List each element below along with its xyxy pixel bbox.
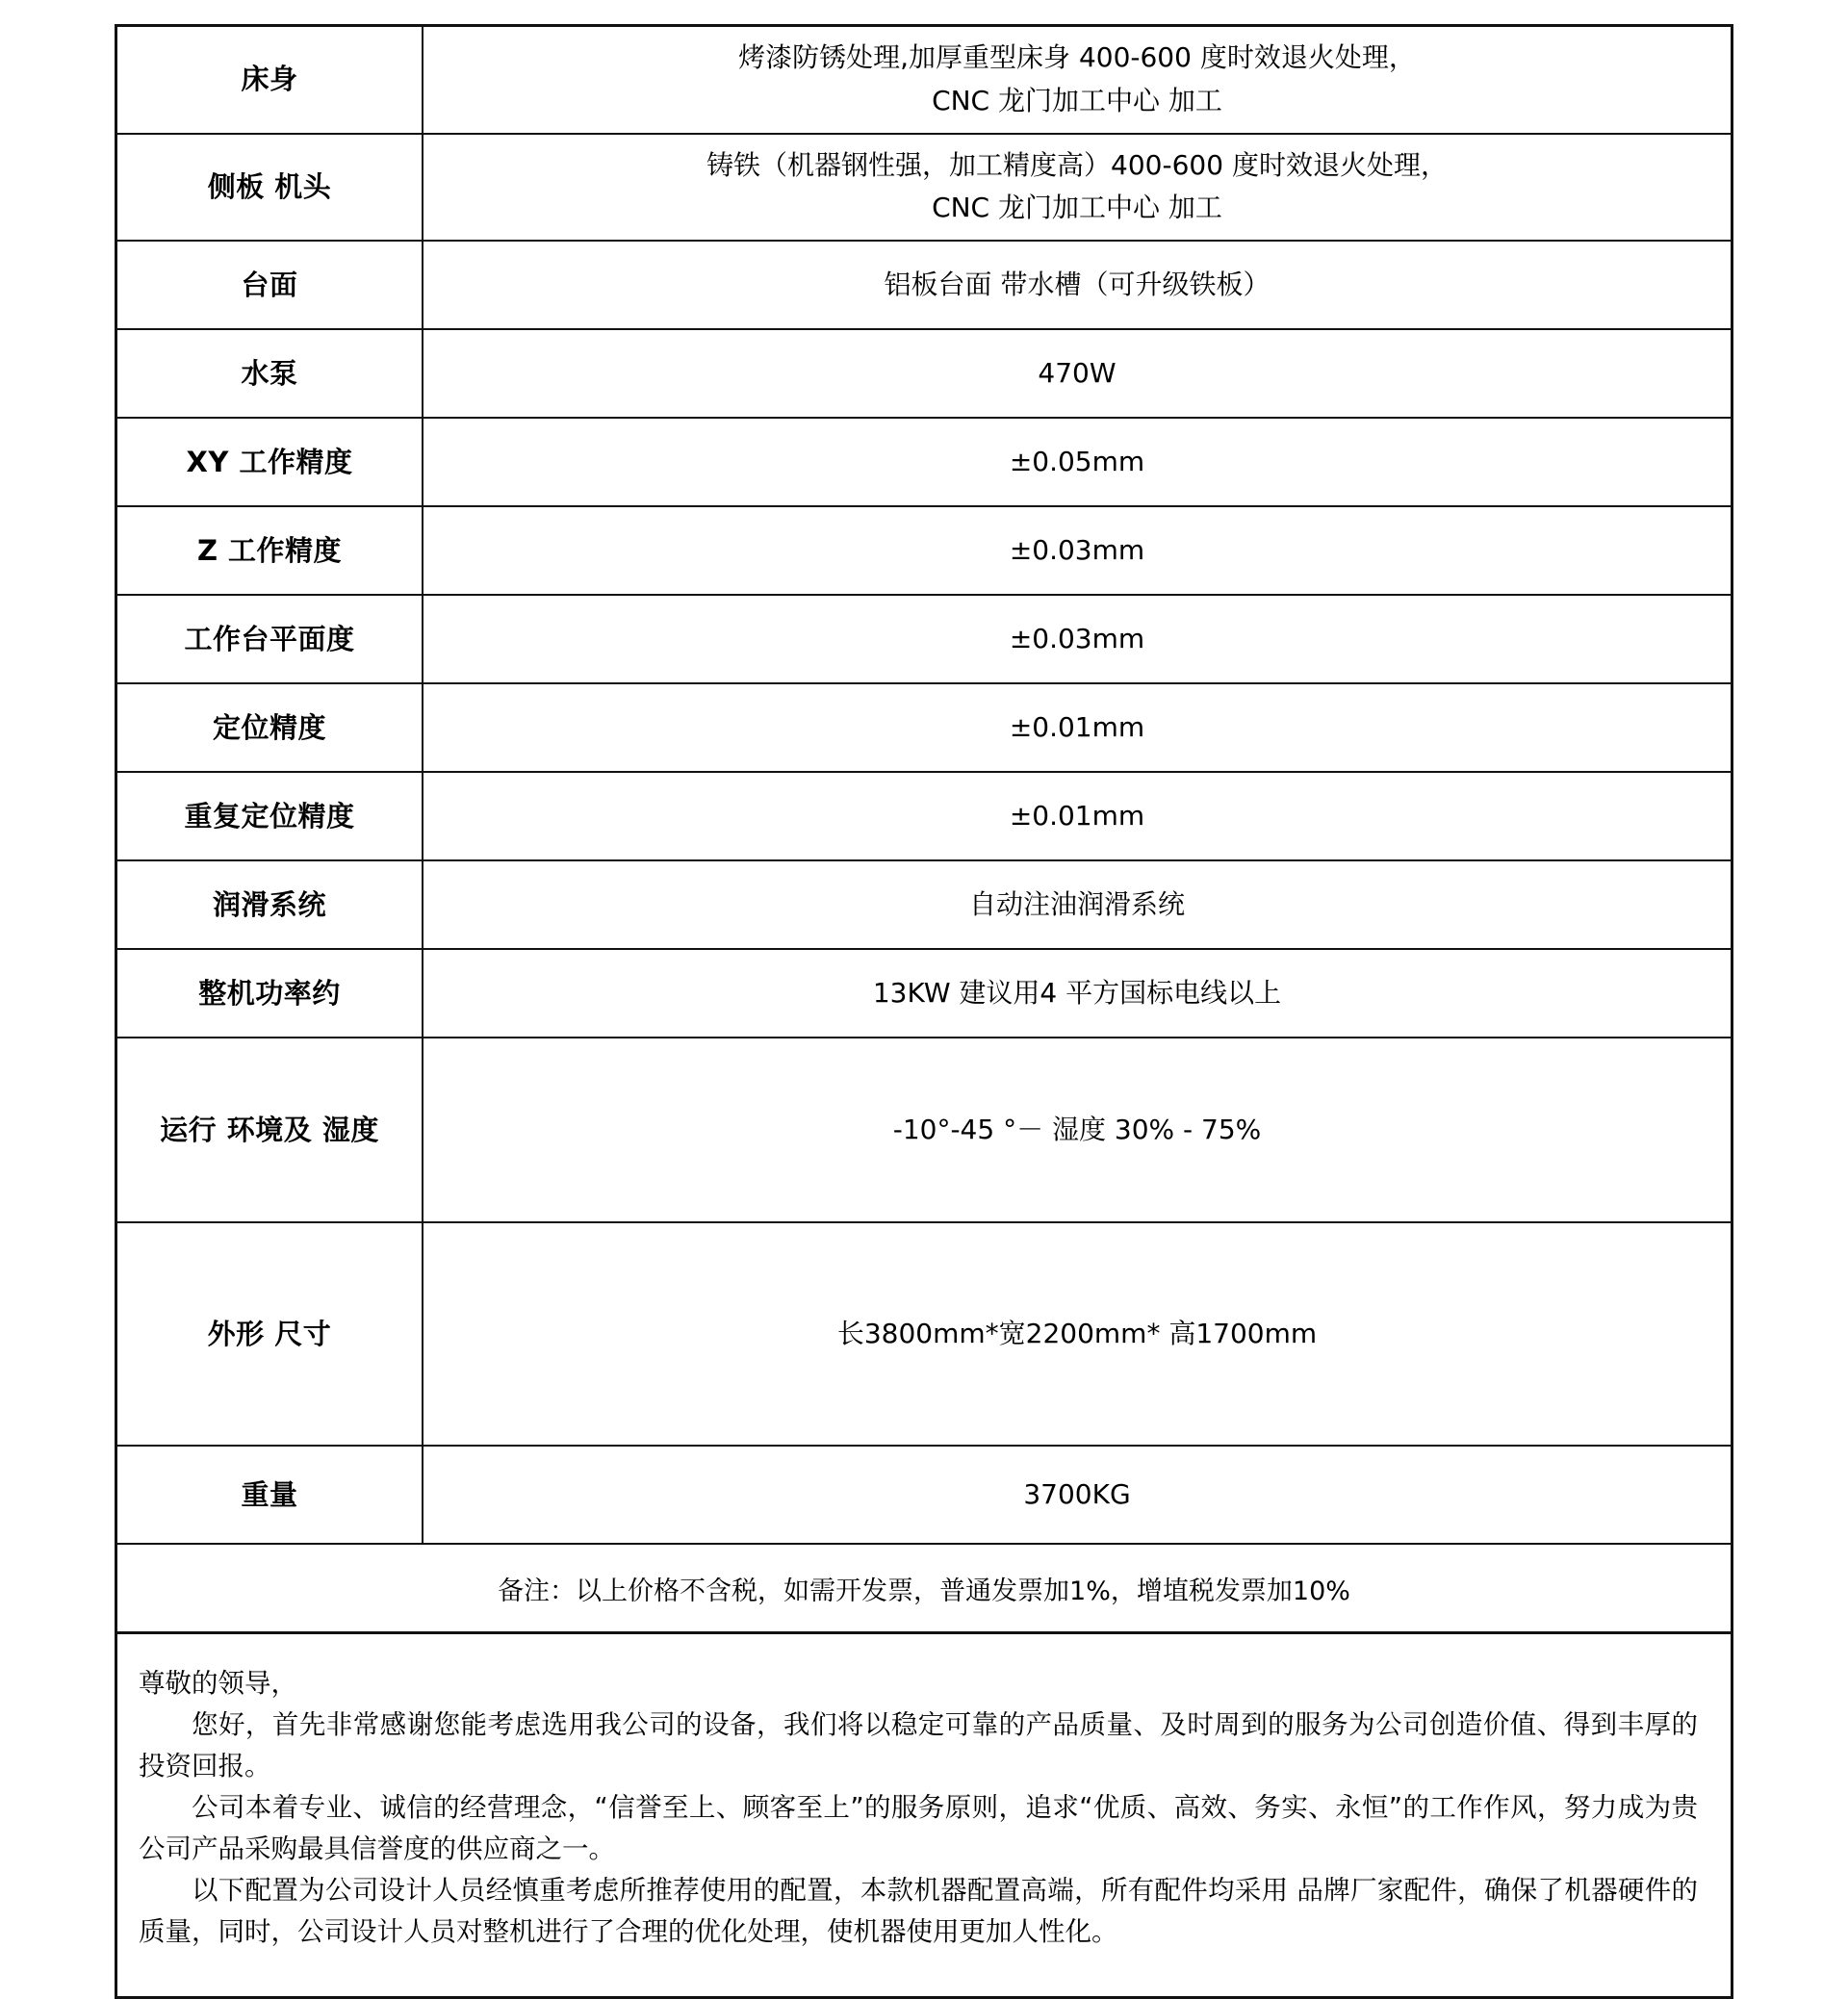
spec-value-line: CNC 龙门加工中心 加工 bbox=[932, 192, 1222, 224]
spec-label-z-accuracy: Z 工作精度 bbox=[116, 506, 424, 595]
spec-value-line: ±0.03mm bbox=[1009, 622, 1145, 654]
spec-value-positioning-accuracy bbox=[423, 683, 1732, 772]
spec-value-side-plate-head bbox=[423, 134, 1732, 242]
spec-value-z-accuracy bbox=[423, 506, 1732, 595]
spec-label-line: 尺寸 bbox=[274, 1317, 332, 1350]
table-row-note bbox=[116, 1544, 1732, 1633]
letter-salutation: 尊敬的领导， bbox=[139, 1668, 297, 1700]
table-row bbox=[116, 329, 1732, 418]
spec-value-lubrication-system bbox=[423, 860, 1732, 949]
spec-value-repeat-positioning-accuracy bbox=[423, 772, 1732, 860]
letter-paragraph-1: 您好，首先非常感谢您能考虑选用我公司的设备，我们将以稳定可靠的产品质量、及时周到的服务为公司创造价值、得到丰厚的投资回报。 bbox=[139, 1709, 1698, 1781]
table-row bbox=[116, 134, 1732, 242]
spec-value-line: CNC 龙门加工中心 加工 bbox=[932, 84, 1222, 116]
spec-value-line: ±0.01mm bbox=[1009, 710, 1145, 743]
spec-value-bed bbox=[423, 26, 1732, 134]
spec-value-line: 470W bbox=[1038, 356, 1116, 389]
table-row bbox=[116, 241, 1732, 329]
spec-label-weight: 重量 bbox=[116, 1446, 424, 1544]
spec-label-line: 湿度 bbox=[321, 1113, 379, 1146]
spec-table-note: 备注：以上价格不含税，如需开发票，普通发票加1%，增埴税发票加10% bbox=[116, 1544, 1732, 1633]
letter-paragraph-3: 以下配置为公司设计人员经慎重考虑所推荐使用的配置，本款机器配置高端，所有配件均采用 品牌厂家配件，确保了机器硬件的质量，同时，公司设计人员对整机进行了合理的优化处理，使机器使用更加人性化。 bbox=[139, 1874, 1698, 1947]
table-row bbox=[116, 418, 1732, 506]
spec-label-lubrication-system: 润滑系统 bbox=[116, 860, 424, 949]
spec-value-water-pump bbox=[423, 329, 1732, 418]
spec-value-line: -10°-45 °－ 湿度 30% - 75% bbox=[892, 1113, 1262, 1145]
spec-label-outer-dimensions bbox=[116, 1222, 424, 1446]
table-row bbox=[116, 860, 1732, 949]
spec-label-xy-accuracy: XY 工作精度 bbox=[116, 418, 424, 506]
letter-section bbox=[115, 1634, 1733, 1999]
spec-label-water-pump: 水泵 bbox=[116, 329, 424, 418]
spec-value-weight bbox=[423, 1446, 1732, 1544]
spec-label-total-power: 整机功率约 bbox=[116, 949, 424, 1038]
table-row bbox=[116, 506, 1732, 595]
spec-value-line: 烤漆防锈处理,加厚重型床身 400-600 度时效退火处理， bbox=[738, 41, 1416, 73]
spec-value-operating-environment bbox=[423, 1038, 1732, 1222]
table-row bbox=[116, 683, 1732, 772]
specification-table-container bbox=[115, 24, 1733, 1634]
spec-value-line: ±0.05mm bbox=[1009, 445, 1145, 477]
spec-value-xy-accuracy bbox=[423, 418, 1732, 506]
spec-label-tabletop: 台面 bbox=[116, 241, 424, 329]
specification-table bbox=[115, 24, 1733, 1634]
spec-value-total-power bbox=[423, 949, 1732, 1038]
table-row bbox=[116, 1446, 1732, 1544]
letter-paragraph-2: 公司本着专业、诚信的经营理念，“信誉至上、顾客至上”的服务原则，追求“优质、高效、务实、永恒”的工作作风，努力成为贵公司产品采购最具信誉度的供应商之一。 bbox=[139, 1791, 1698, 1864]
table-row bbox=[116, 26, 1732, 134]
spec-label-line: 运行 bbox=[160, 1113, 218, 1146]
table-row bbox=[116, 595, 1732, 683]
spec-label-table-flatness: 工作台平面度 bbox=[116, 595, 424, 683]
table-row bbox=[116, 1222, 1732, 1446]
spec-value-line: 3700KG bbox=[1023, 1477, 1131, 1510]
spec-label-repeat-positioning-accuracy: 重复定位精度 bbox=[116, 772, 424, 860]
spec-label-operating-environment bbox=[116, 1038, 424, 1222]
spec-value-line: 自动注油润滑系统 bbox=[968, 887, 1185, 920]
table-row bbox=[116, 949, 1732, 1038]
table-row bbox=[116, 1038, 1732, 1222]
spec-label-bed: 床身 bbox=[116, 26, 424, 134]
spec-label-positioning-accuracy: 定位精度 bbox=[116, 683, 424, 772]
spec-label-line: 外形 bbox=[207, 1317, 265, 1350]
spec-value-line: 长3800mm*宽2200mm* 高1700mm bbox=[836, 1317, 1318, 1349]
spec-value-line: 铝板台面 带水槽（可升级铁板） bbox=[884, 268, 1270, 300]
spec-value-outer-dimensions bbox=[423, 1222, 1732, 1446]
spec-value-tabletop bbox=[423, 241, 1732, 329]
spec-label-line: 环境及 bbox=[226, 1113, 313, 1146]
spec-value-line: 13KW 建议用4 平方国标电线以上 bbox=[872, 976, 1282, 1009]
table-row bbox=[116, 772, 1732, 860]
specification-table-body bbox=[116, 26, 1732, 1633]
spec-value-line: ±0.03mm bbox=[1009, 533, 1145, 566]
spec-value-line: 铸铁（机器钢性强，加工精度高）400-600 度时效退火处理， bbox=[706, 148, 1448, 181]
spec-value-table-flatness bbox=[423, 595, 1732, 683]
spec-value-line: ±0.01mm bbox=[1009, 799, 1145, 832]
spec-label-side-plate-head: 侧板 机头 bbox=[116, 134, 424, 242]
